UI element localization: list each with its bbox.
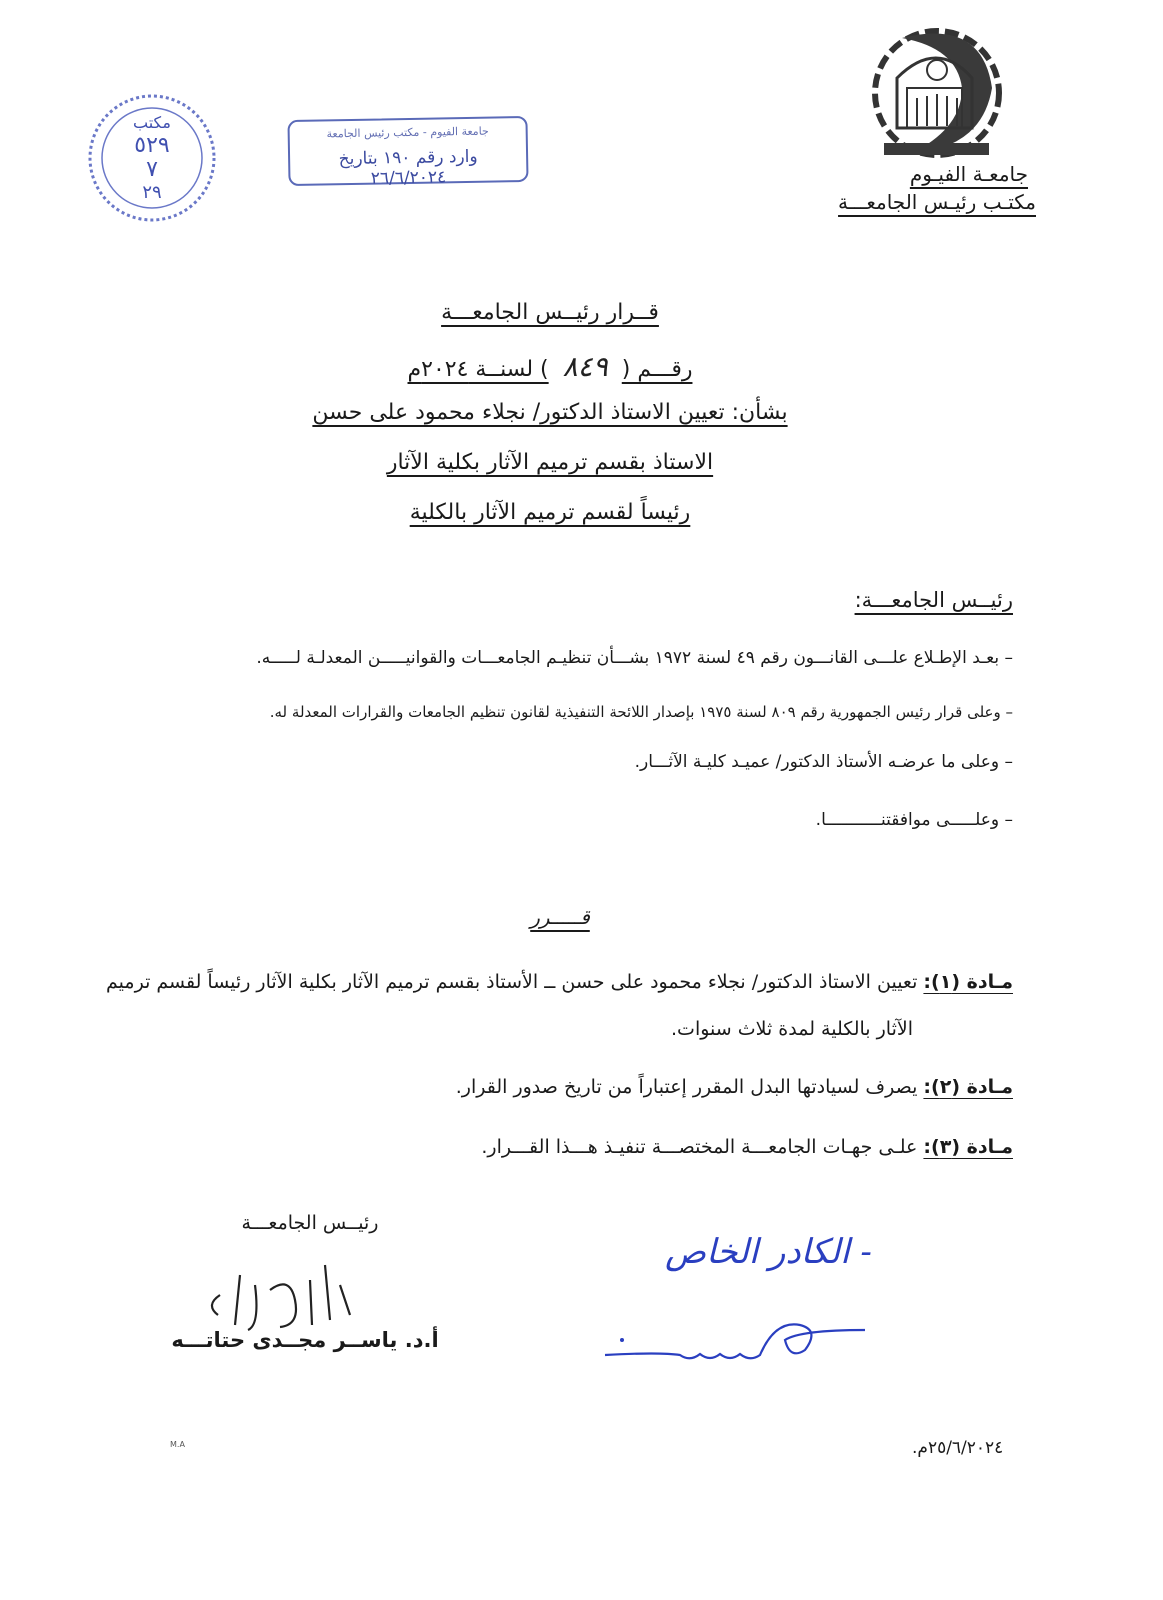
article-label: مـادة (٣): xyxy=(923,1136,1013,1158)
president-signature xyxy=(200,1255,390,1335)
article-3 xyxy=(83,1132,1013,1162)
article-label: مـادة (٢): xyxy=(923,1076,1013,1098)
handwritten-note: - الكادر الخاص xyxy=(665,1232,872,1272)
typist-code: M.A xyxy=(170,1440,185,1449)
preamble-clause: – بعـد الإطـلاع علـــى القانـــون رقم ٤٩ لسنة ١٩٧٢ بشـــأن تنظيـم الجامعـــات والقوانيـــــن المعدلـة لـــــه. xyxy=(256,648,1013,668)
preamble-clause: – وعلى قرار رئيس الجمهورية رقم ٨٠٩ لسنة ١٩٧٥ بإصدار اللائحة التنفيذية لقانون تنظيم الجامعات والقرارات المعدلة له. xyxy=(269,703,1013,721)
subject-line-2: الاستاذ بقسم ترميم الآثار بكلية الآثار xyxy=(386,450,714,475)
decree-number-line xyxy=(200,350,900,383)
subject-line-1: بشأن: تعيين الاستاذ الدكتور/ نجلاء محمود على حسن xyxy=(312,400,788,425)
round-stamp-line: ٢٩ xyxy=(142,182,162,203)
incoming-stamp-header: جامعة الفيوم - مكتب رئيس الجامعة xyxy=(326,124,489,141)
article-text: علـى جهـات الجامعـــة المختصـــة تنفيـذ هـــذا القـــرار. xyxy=(481,1136,924,1158)
handwritten-signature xyxy=(600,1300,870,1380)
preamble-clause: – وعلـــــى موافقتنـــــــــــا. xyxy=(815,810,1013,830)
round-stamp-line: ٥٢٩ xyxy=(134,133,170,158)
university-logo xyxy=(862,18,1012,168)
signatory-title: رئيــس الجامعـــة xyxy=(241,1212,379,1234)
signatory-name: أ.د. ياســر مجــدى حتاتـــه xyxy=(171,1328,439,1352)
preamble-clause: – وعلى ما عرضـه الأستاذ الدكتور/ عميـد كليـة الآثـــار. xyxy=(634,752,1013,772)
addressee: رئيــس الجامعـــة: xyxy=(854,588,1013,612)
decree-title: قــرار رئيــس الجامعـــة xyxy=(441,300,659,325)
round-stamp xyxy=(82,88,222,228)
incoming-stamp xyxy=(287,116,528,189)
article-1 xyxy=(83,952,1013,1012)
round-stamp-line: ٧ xyxy=(146,157,158,182)
article-2 xyxy=(83,1072,1013,1102)
incoming-stamp-number: وارد رقم ١٩٠ بتاريخ ٢٦/٦/٢٠٢٤ xyxy=(338,146,478,189)
article-text: تعيين الاستاذ الدكتور/ نجلاء محمود على حسن ــ الأستاذ بقسم ترميم الآثار بكلية الآثار رئيساً لقسم ترميم xyxy=(106,971,924,993)
issue-date: ٢٥/٦/٢٠٢٤م. xyxy=(912,1438,1004,1458)
office-name: مكتـب رئيـس الجامعـــة xyxy=(838,190,1036,214)
decree-number-suffix: ) لسنــة ٢٠٢٤م xyxy=(407,357,549,382)
article-text: يصرف لسيادتها البدل المقرر إعتباراً من تاريخ صدور القرار. xyxy=(455,1076,924,1098)
decree-number: ٨٤٩ xyxy=(562,350,608,383)
decree-number-prefix: رقـــم ( xyxy=(621,357,693,382)
article-label: مـادة (١): xyxy=(923,971,1013,993)
round-stamp-line: مكتب xyxy=(133,113,171,132)
subject-line-3: رئيساً لقسم ترميم الآثار بالكلية xyxy=(409,500,691,525)
article-1-continuation: الآثار بالكلية لمدة ثلاث سنوات. xyxy=(671,1018,913,1040)
university-name: جامعـة الفيـوم xyxy=(909,162,1028,186)
decided-heading: قـــــرر xyxy=(530,905,590,929)
